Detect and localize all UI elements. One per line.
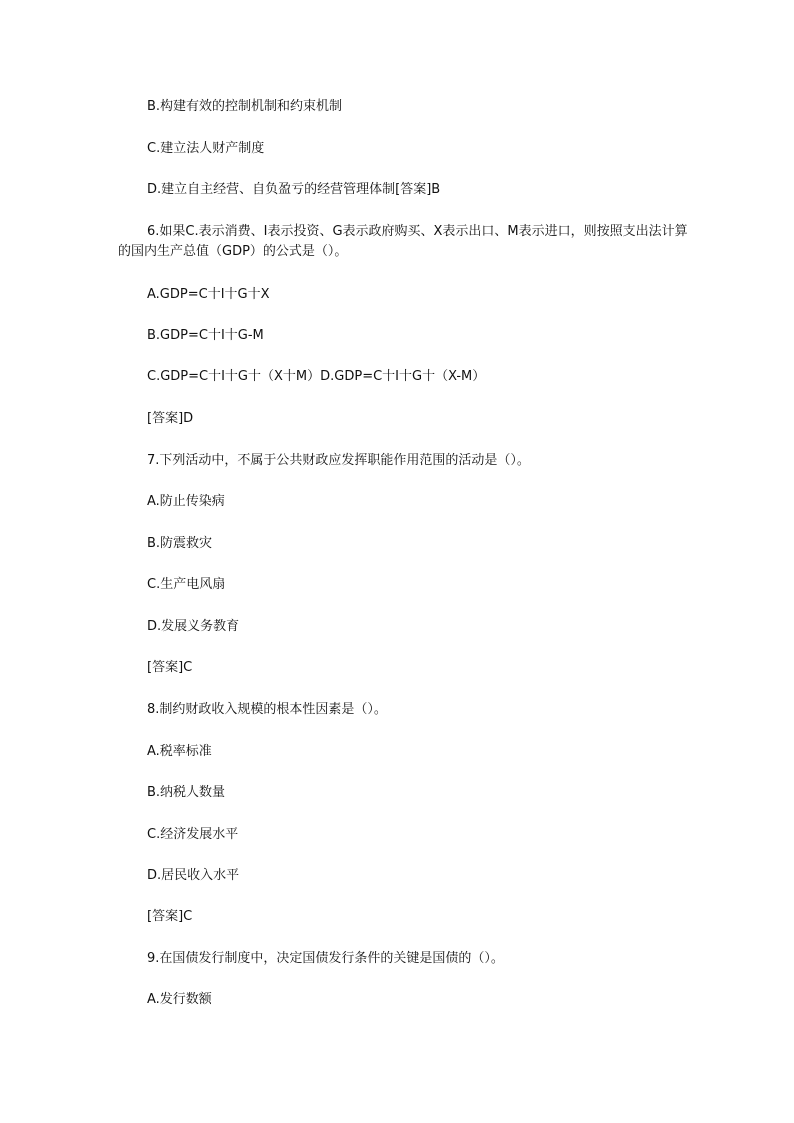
option-b-q6: B.GDP=C十I十G-M xyxy=(147,328,264,343)
option-c-q7: C.生产电风扇 xyxy=(147,577,226,592)
option-a-q8: A.税率标准 xyxy=(147,744,212,759)
option-d-q8: D.居民收入水平 xyxy=(147,868,240,883)
option-a-q7: A.防止传染病 xyxy=(147,494,225,509)
option-b-q7: B.防震救灾 xyxy=(147,536,213,551)
option-a-q9: A.发行数额 xyxy=(147,992,212,1007)
option-c-q8: C.经济发展水平 xyxy=(147,827,239,842)
question-8: 8.制约财政收入规模的根本性因素是（）。 xyxy=(147,702,387,717)
option-c-q5: C.建立法人财产制度 xyxy=(147,141,265,156)
option-b-q5: B.构建有效的控制机制和约束机制 xyxy=(147,99,343,114)
option-d-q5-with-answer: D.建立自主经营、自负盈亏的经营管理体制[答案]B xyxy=(147,182,441,197)
answer-q6: [答案]D xyxy=(147,411,194,426)
option-d-q7: D.发展义务教育 xyxy=(147,619,240,634)
option-c-d-q6: C.GDP=C十I十G十（X十M）D.GDP=C十I十G十（X-M） xyxy=(147,369,486,384)
answer-q8: [答案]C xyxy=(147,909,193,924)
option-b-q8: B.纳税人数量 xyxy=(147,785,226,800)
option-a-q6: A.GDP=C十I十G十X xyxy=(147,287,270,302)
question-9: 9.在国债发行制度中，决定国债发行条件的关键是国债的（）。 xyxy=(147,951,504,966)
question-6: 6.如果C.表示消费、I表示投资、G表示政府购买、X表示出口、M表示进口，则按照支出法计算的国内生产总值（GDP）的公式是（）。 xyxy=(118,224,688,259)
answer-q7: [答案]C xyxy=(147,660,193,675)
question-7: 7.下列活动中，不属于公共财政应发挥职能作用范围的活动是（）。 xyxy=(147,453,530,468)
